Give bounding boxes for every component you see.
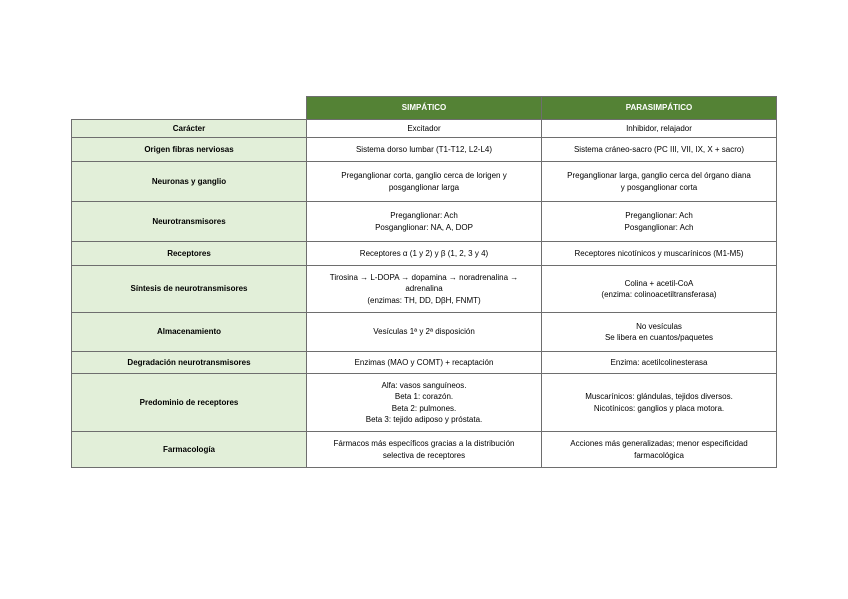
cell-text-line: Beta 2: pulmones. <box>391 403 457 413</box>
cell-text-line: Sistema cráneo-sacro (PC III, VII, IX, X + sacro) <box>573 144 745 154</box>
cell-text-line: Acciones más generalizadas; menor especificidad <box>570 439 748 448</box>
row-label: Origen fibras nerviosas <box>72 138 307 162</box>
cell-text-line: Preganglionar larga, ganglio cerca del órgano diana <box>567 171 751 180</box>
header-parasympathetic: PARASIMPÁTICO <box>542 97 777 120</box>
sympathetic-cell <box>307 138 542 162</box>
row-label: Neuronas y ganglio <box>72 162 307 202</box>
comparison-table <box>71 96 777 468</box>
cell-text-line: Enzimas (MAO y COMT) + recaptación <box>354 357 494 367</box>
cell-text-line: Receptores nicotínicos y muscarínicos (M1-M5) <box>574 248 744 258</box>
parasympathetic-cell <box>542 266 777 313</box>
header-sympathetic: SIMPÁTICO <box>307 97 542 120</box>
parasympathetic-cell <box>542 202 777 242</box>
sympathetic-cell <box>307 352 542 374</box>
table-row <box>72 242 777 266</box>
parasympathetic-cell <box>542 162 777 202</box>
cell-text-line: Beta 3: tejido adiposo y próstata. <box>365 415 483 424</box>
cell-text-line: Tirosina → L-DOPA → dopamina → noradrenalina → <box>329 272 519 282</box>
sympathetic-cell <box>307 374 542 432</box>
parasympathetic-cell <box>542 374 777 432</box>
cell-text-line: farmacológica <box>634 450 684 460</box>
cell-text-line: Preganglionar: Ach <box>625 211 693 220</box>
cell-text-line: Enzima: acetilcolinesterasa <box>610 357 708 367</box>
table-row <box>72 432 777 468</box>
cell-text-line: Colina + acetil-CoA <box>624 278 694 288</box>
cell-text-line: Receptores α (1 y 2) y β (1, 2, 3 y 4) <box>359 248 489 258</box>
header-blank-cell <box>72 97 307 120</box>
row-label: Farmacología <box>72 432 307 468</box>
cell-text-line: Muscarínicos: glándulas, tejidos diversos. <box>585 392 733 401</box>
header-row <box>72 97 777 120</box>
cell-text-line: Vesículas 1ª y 2ª disposición <box>373 327 475 337</box>
table-row <box>72 138 777 162</box>
row-label: Carácter <box>72 120 307 138</box>
table-row <box>72 266 777 313</box>
sympathetic-cell <box>307 266 542 313</box>
cell-text-line: No vesículas <box>636 321 682 331</box>
parasympathetic-cell <box>542 352 777 374</box>
cell-text-line: y posganglionar corta <box>620 182 698 192</box>
cell-text-line: (enzimas: TH, DD, DβH, FNMT) <box>367 295 481 305</box>
table-row <box>72 313 777 352</box>
cell-text-line: posganglionar larga <box>388 182 460 192</box>
parasympathetic-cell <box>542 432 777 468</box>
row-label: Degradación neurotransmisores <box>72 352 307 374</box>
cell-text-line: Alfa: vasos sanguíneos. <box>381 380 467 390</box>
cell-text-line: Posganglionar: Ach <box>624 222 694 232</box>
table-row <box>72 120 777 138</box>
sympathetic-cell <box>307 432 542 468</box>
row-label: Almacenamiento <box>72 313 307 352</box>
sympathetic-cell <box>307 202 542 242</box>
cell-text-line: Se libera en cuantos/paquetes <box>604 333 714 342</box>
cell-text-line: Nicotínicos: ganglios y placa motora. <box>593 403 725 413</box>
sympathetic-cell <box>307 242 542 266</box>
cell-text-line: Preganglionar: Ach <box>390 211 458 220</box>
row-label: Síntesis de neurotransmisores <box>72 266 307 313</box>
cell-text-line: selectiva de receptores <box>382 450 466 460</box>
table-row <box>72 374 777 432</box>
table-row <box>72 162 777 202</box>
row-label: Neurotransmisores <box>72 202 307 242</box>
cell-text-line: Posganglionar: NA, A, DOP <box>375 222 473 232</box>
cell-text-line: adrenalina <box>405 284 443 294</box>
cell-text-line: Sistema dorso lumbar (T1-T12, L2-L4) <box>355 144 493 154</box>
cell-text-line: Excitador <box>407 123 441 133</box>
cell-text-line: Beta 1: corazón. <box>394 392 454 401</box>
cell-text-line: Fármacos más específicos gracias a la distribución <box>333 439 515 448</box>
table-row <box>72 202 777 242</box>
cell-text-line: (enzima: colinoacetiltransferasa) <box>601 290 717 299</box>
sympathetic-cell <box>307 313 542 352</box>
parasympathetic-cell <box>542 313 777 352</box>
sympathetic-cell <box>307 162 542 202</box>
table-row <box>72 352 777 374</box>
cell-text-line: Inhibidor, relajador <box>626 123 692 133</box>
parasympathetic-cell <box>542 242 777 266</box>
row-label: Predominio de receptores <box>72 374 307 432</box>
parasympathetic-cell <box>542 138 777 162</box>
sympathetic-cell <box>307 120 542 138</box>
cell-text-line: Preganglionar corta, ganglio cerca de lorigen y <box>341 171 507 180</box>
row-label: Receptores <box>72 242 307 266</box>
parasympathetic-cell <box>542 120 777 138</box>
